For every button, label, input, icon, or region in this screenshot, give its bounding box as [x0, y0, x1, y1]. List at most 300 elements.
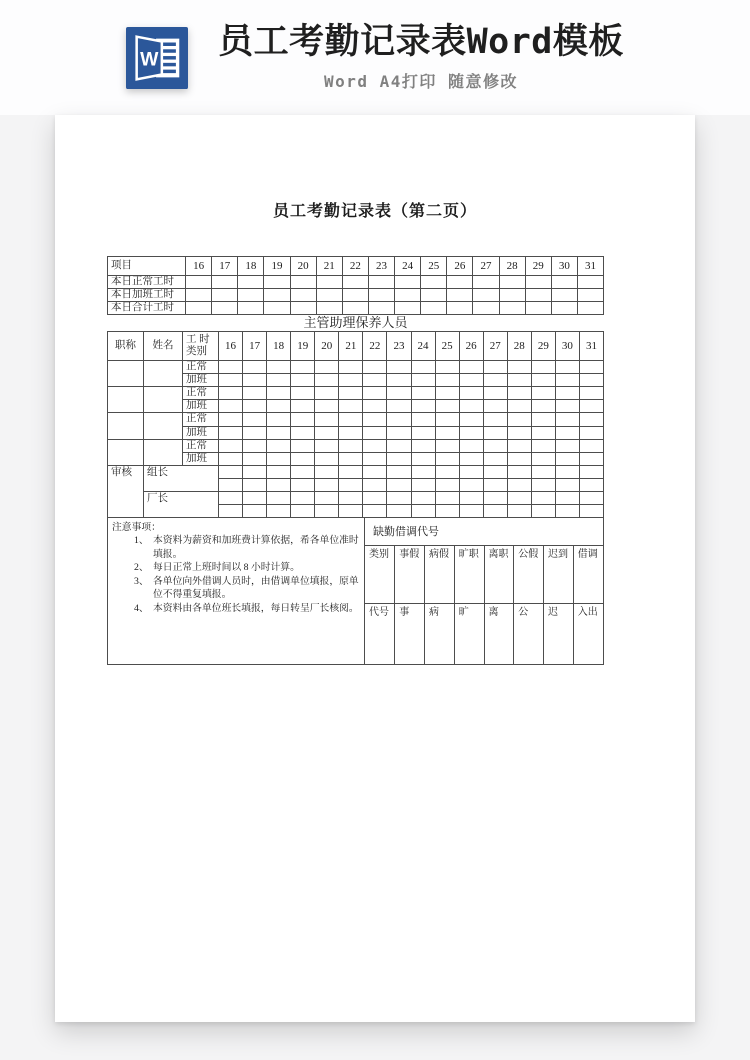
worktype-cell: 正常: [183, 413, 219, 426]
empty-day-cell: [483, 491, 507, 504]
empty-day-cell: [551, 302, 577, 315]
empty-day-cell: [291, 491, 315, 504]
empty-day-cell: [435, 478, 459, 491]
empty-day-cell: [219, 452, 243, 465]
empty-day-cell: [579, 478, 603, 491]
empty-day-cell: [291, 374, 315, 387]
empty-day-cell: [555, 361, 579, 374]
empty-day-cell: [339, 400, 363, 413]
empty-day-cell: [267, 400, 291, 413]
row-label: 本日加班工时: [108, 289, 186, 302]
empty-day-cell: [238, 302, 264, 315]
empty-day-cell: [531, 387, 555, 400]
empty-day-cell: [435, 465, 459, 478]
empty-day-cell: [363, 491, 387, 504]
daily-hours-table: [107, 256, 604, 315]
corner-label: 项目: [108, 257, 186, 276]
empty-day-cell: [483, 465, 507, 478]
empty-day-cell: [243, 439, 267, 452]
empty-day-cell: [507, 491, 531, 504]
empty-day-cell: [315, 387, 339, 400]
empty-day-cell: [459, 387, 483, 400]
day-header: 31: [577, 257, 603, 276]
empty-day-cell: [291, 478, 315, 491]
notes-cell: [108, 518, 364, 664]
empty-day-cell: [267, 361, 291, 374]
empty-day-cell: [363, 452, 387, 465]
empty-day-cell: [579, 426, 603, 439]
empty-day-cell: [459, 504, 483, 517]
empty-day-cell: [555, 478, 579, 491]
empty-day-cell: [316, 276, 342, 289]
empty-day-cell: [579, 361, 603, 374]
empty-day-cell: [555, 400, 579, 413]
empty-day-cell: [459, 413, 483, 426]
empty-day-cell: [411, 478, 435, 491]
empty-day-cell: [291, 361, 315, 374]
empty-day-cell: [435, 387, 459, 400]
empty-day-cell: [483, 374, 507, 387]
day-header: 25: [421, 257, 447, 276]
worktype-cell: 加班: [183, 374, 219, 387]
empty-day-cell: [316, 302, 342, 315]
empty-day-cell: [507, 361, 531, 374]
notes-title: 注意事项：: [112, 521, 161, 533]
code-cell: 离职: [484, 545, 514, 603]
day-header: 24: [411, 332, 435, 361]
code-cell: 代号: [365, 603, 395, 664]
empty-day-cell: [483, 361, 507, 374]
worktype-line2: 类别: [186, 346, 207, 358]
day-header: 22: [342, 257, 368, 276]
empty-day-cell: [421, 289, 447, 302]
empty-day-cell: [315, 491, 339, 504]
staff-name-cell: [144, 413, 183, 439]
empty-day-cell: [315, 439, 339, 452]
empty-day-cell: [219, 374, 243, 387]
empty-day-cell: [555, 504, 579, 517]
empty-day-cell: [411, 452, 435, 465]
table-row: [108, 361, 604, 374]
empty-day-cell: [243, 452, 267, 465]
empty-day-cell: [315, 374, 339, 387]
empty-day-cell: [219, 400, 243, 413]
empty-day-cell: [315, 504, 339, 517]
col-header-worktype: [183, 332, 219, 361]
empty-day-cell: [531, 491, 555, 504]
empty-day-cell: [555, 452, 579, 465]
empty-day-cell: [387, 374, 411, 387]
empty-day-cell: [459, 478, 483, 491]
empty-day-cell: [531, 452, 555, 465]
empty-day-cell: [339, 439, 363, 452]
empty-day-cell: [531, 413, 555, 426]
empty-day-cell: [315, 413, 339, 426]
empty-day-cell: [387, 387, 411, 400]
empty-day-cell: [579, 491, 603, 504]
empty-day-cell: [387, 478, 411, 491]
empty-day-cell: [316, 289, 342, 302]
table-row: [108, 257, 604, 276]
empty-day-cell: [507, 400, 531, 413]
empty-day-cell: [579, 413, 603, 426]
empty-day-cell: [291, 504, 315, 517]
empty-day-cell: [435, 374, 459, 387]
empty-day-cell: [531, 361, 555, 374]
empty-day-cell: [267, 387, 291, 400]
day-header: 29: [525, 257, 551, 276]
row-label: 本日合计工时: [108, 302, 186, 315]
empty-day-cell: [551, 276, 577, 289]
empty-day-cell: [459, 400, 483, 413]
empty-day-cell: [342, 302, 368, 315]
empty-day-cell: [363, 426, 387, 439]
empty-day-cell: [555, 426, 579, 439]
day-header: 19: [264, 257, 290, 276]
note-item: [134, 534, 360, 561]
empty-day-cell: [411, 491, 435, 504]
table-row: [365, 545, 603, 603]
empty-day-cell: [387, 491, 411, 504]
table-row: [365, 603, 603, 664]
note-number: 2、: [134, 562, 149, 574]
table-row: [108, 465, 604, 478]
empty-day-cell: [363, 478, 387, 491]
empty-day-cell: [579, 439, 603, 452]
empty-day-cell: [483, 400, 507, 413]
empty-day-cell: [577, 289, 603, 302]
empty-day-cell: [395, 276, 421, 289]
worktype-cell: 正常: [183, 361, 219, 374]
empty-day-cell: [219, 426, 243, 439]
empty-day-cell: [473, 302, 499, 315]
day-header: 23: [387, 332, 411, 361]
empty-day-cell: [579, 452, 603, 465]
empty-day-cell: [315, 478, 339, 491]
empty-day-cell: [577, 276, 603, 289]
day-header: 21: [339, 332, 363, 361]
empty-day-cell: [499, 289, 525, 302]
table-row: [108, 289, 604, 302]
empty-day-cell: [315, 452, 339, 465]
empty-day-cell: [459, 452, 483, 465]
day-header: 30: [551, 257, 577, 276]
empty-day-cell: [267, 374, 291, 387]
note-text: 每日正常上班时间以 8 小时计算。: [153, 562, 300, 574]
empty-day-cell: [186, 276, 212, 289]
empty-day-cell: [363, 387, 387, 400]
empty-day-cell: [579, 400, 603, 413]
site-banner: [0, 0, 750, 115]
code-cell: 入出: [573, 603, 603, 664]
empty-day-cell: [267, 504, 291, 517]
audit-role-cell: 组长: [144, 465, 219, 491]
code-cell: 旷: [454, 603, 484, 664]
code-cell: 类别: [365, 545, 395, 603]
empty-day-cell: [531, 439, 555, 452]
empty-day-cell: [447, 302, 473, 315]
banner-title: 员工考勤记录表Word模板: [218, 22, 624, 63]
empty-day-cell: [339, 465, 363, 478]
staff-name-cell: [144, 387, 183, 413]
bottom-section: [107, 517, 604, 665]
empty-day-cell: [447, 289, 473, 302]
empty-day-cell: [243, 374, 267, 387]
empty-day-cell: [531, 465, 555, 478]
empty-day-cell: [186, 302, 212, 315]
empty-day-cell: [212, 289, 238, 302]
note-item: [134, 575, 360, 602]
empty-day-cell: [219, 491, 243, 504]
day-header: 29: [531, 332, 555, 361]
empty-day-cell: [435, 361, 459, 374]
day-header: 16: [219, 332, 243, 361]
empty-day-cell: [411, 361, 435, 374]
empty-day-cell: [339, 374, 363, 387]
empty-day-cell: [411, 413, 435, 426]
empty-day-cell: [387, 465, 411, 478]
empty-day-cell: [267, 465, 291, 478]
empty-day-cell: [291, 452, 315, 465]
word-logo-letter: W: [140, 47, 159, 70]
empty-day-cell: [339, 452, 363, 465]
empty-day-cell: [339, 387, 363, 400]
empty-day-cell: [555, 413, 579, 426]
code-cell: 迟到: [544, 545, 574, 603]
empty-day-cell: [290, 302, 316, 315]
empty-day-cell: [363, 400, 387, 413]
absence-codes-table: [365, 545, 603, 664]
empty-day-cell: [459, 439, 483, 452]
empty-day-cell: [186, 289, 212, 302]
banner-text: [218, 23, 624, 92]
empty-day-cell: [507, 374, 531, 387]
worktype-line1: 工 时: [186, 334, 210, 346]
table-row: [108, 332, 604, 361]
empty-day-cell: [264, 302, 290, 315]
day-header: 17: [212, 257, 238, 276]
empty-day-cell: [291, 426, 315, 439]
empty-day-cell: [219, 361, 243, 374]
empty-day-cell: [579, 387, 603, 400]
empty-day-cell: [267, 478, 291, 491]
day-header: 23: [368, 257, 394, 276]
empty-day-cell: [447, 276, 473, 289]
staff-attendance-table: [107, 331, 604, 518]
section-caption: 主管助理保养人员: [303, 315, 408, 331]
empty-day-cell: [551, 289, 577, 302]
empty-day-cell: [531, 426, 555, 439]
table-row: [108, 276, 604, 289]
worktype-cell: 正常: [183, 439, 219, 452]
row-label: 本日正常工时: [108, 276, 186, 289]
empty-day-cell: [411, 504, 435, 517]
note-number: 1、: [134, 535, 149, 547]
empty-day-cell: [435, 426, 459, 439]
empty-day-cell: [363, 374, 387, 387]
empty-day-cell: [459, 491, 483, 504]
empty-day-cell: [387, 426, 411, 439]
empty-day-cell: [368, 302, 394, 315]
staff-title-cell: [108, 361, 144, 387]
empty-day-cell: [555, 439, 579, 452]
empty-day-cell: [499, 302, 525, 315]
empty-day-cell: [387, 400, 411, 413]
day-header: 30: [555, 332, 579, 361]
empty-day-cell: [411, 465, 435, 478]
empty-day-cell: [243, 504, 267, 517]
day-header: 26: [459, 332, 483, 361]
staff-title-cell: [108, 387, 144, 413]
code-cell: 旷职: [454, 545, 484, 603]
day-header: 31: [579, 332, 603, 361]
day-header: 24: [395, 257, 421, 276]
day-header: 28: [507, 332, 531, 361]
code-cell: 借调: [573, 545, 603, 603]
banner-subtitle: Word A4打印 随意修改: [323, 71, 519, 91]
empty-day-cell: [243, 387, 267, 400]
worktype-cell: 加班: [183, 400, 219, 413]
empty-day-cell: [555, 387, 579, 400]
empty-day-cell: [579, 504, 603, 517]
empty-day-cell: [363, 413, 387, 426]
audit-label-cell: 审核: [108, 465, 144, 517]
table-row: [108, 302, 604, 315]
day-header: 18: [267, 332, 291, 361]
empty-day-cell: [387, 439, 411, 452]
empty-day-cell: [291, 413, 315, 426]
table-row: [108, 413, 604, 426]
empty-day-cell: [507, 465, 531, 478]
empty-day-cell: [411, 400, 435, 413]
empty-day-cell: [339, 478, 363, 491]
table-row: [108, 387, 604, 400]
empty-day-cell: [411, 387, 435, 400]
empty-day-cell: [243, 400, 267, 413]
empty-day-cell: [315, 465, 339, 478]
table-row: [108, 439, 604, 452]
empty-day-cell: [219, 439, 243, 452]
empty-day-cell: [387, 361, 411, 374]
empty-day-cell: [243, 361, 267, 374]
empty-day-cell: [531, 478, 555, 491]
empty-day-cell: [267, 413, 291, 426]
empty-day-cell: [411, 439, 435, 452]
empty-day-cell: [387, 452, 411, 465]
empty-day-cell: [483, 478, 507, 491]
empty-day-cell: [243, 413, 267, 426]
absence-codes-title: 缺勤借调代号: [373, 525, 439, 538]
empty-day-cell: [315, 361, 339, 374]
empty-day-cell: [315, 400, 339, 413]
empty-day-cell: [411, 374, 435, 387]
empty-day-cell: [435, 452, 459, 465]
empty-day-cell: [387, 413, 411, 426]
empty-day-cell: [395, 289, 421, 302]
empty-day-cell: [507, 413, 531, 426]
staff-title-cell: [108, 413, 144, 439]
empty-day-cell: [579, 374, 603, 387]
empty-day-cell: [264, 289, 290, 302]
empty-day-cell: [507, 452, 531, 465]
empty-day-cell: [238, 276, 264, 289]
empty-day-cell: [525, 276, 551, 289]
empty-day-cell: [473, 276, 499, 289]
empty-day-cell: [291, 465, 315, 478]
empty-day-cell: [531, 504, 555, 517]
empty-day-cell: [555, 374, 579, 387]
code-cell: 离: [484, 603, 514, 664]
empty-day-cell: [243, 426, 267, 439]
empty-day-cell: [291, 400, 315, 413]
empty-day-cell: [315, 426, 339, 439]
empty-day-cell: [483, 413, 507, 426]
empty-day-cell: [212, 302, 238, 315]
empty-day-cell: [339, 491, 363, 504]
empty-day-cell: [531, 374, 555, 387]
empty-day-cell: [459, 374, 483, 387]
col-header-name: 姓名: [144, 332, 183, 361]
empty-day-cell: [507, 478, 531, 491]
empty-day-cell: [525, 302, 551, 315]
empty-day-cell: [342, 289, 368, 302]
empty-day-cell: [339, 413, 363, 426]
day-header: 18: [238, 257, 264, 276]
empty-day-cell: [219, 504, 243, 517]
empty-day-cell: [395, 302, 421, 315]
empty-day-cell: [507, 426, 531, 439]
note-item: [134, 561, 360, 575]
empty-day-cell: [483, 452, 507, 465]
empty-day-cell: [219, 413, 243, 426]
empty-day-cell: [459, 465, 483, 478]
absence-codes-cell: [364, 518, 603, 664]
empty-day-cell: [363, 504, 387, 517]
day-header: 21: [316, 257, 342, 276]
empty-day-cell: [291, 439, 315, 452]
empty-day-cell: [459, 426, 483, 439]
table-row: [108, 452, 604, 465]
empty-day-cell: [243, 478, 267, 491]
empty-day-cell: [368, 289, 394, 302]
empty-day-cell: [555, 465, 579, 478]
empty-day-cell: [579, 465, 603, 478]
empty-day-cell: [339, 504, 363, 517]
day-header: 27: [483, 332, 507, 361]
note-text: 本资料为薪资和加班费计算依据，希各单位准时填报。: [153, 535, 359, 560]
day-header: 26: [447, 257, 473, 276]
staff-name-cell: [144, 439, 183, 465]
day-header: 20: [315, 332, 339, 361]
empty-day-cell: [435, 439, 459, 452]
table-row: [108, 374, 604, 387]
empty-day-cell: [363, 465, 387, 478]
code-cell: 公: [514, 603, 544, 664]
empty-day-cell: [483, 439, 507, 452]
empty-day-cell: [577, 302, 603, 315]
col-header-title: 职称: [108, 332, 144, 361]
empty-day-cell: [264, 276, 290, 289]
note-text: 本资料由各单位班长填报，每日转呈厂长核阅。: [153, 602, 359, 614]
document-title: 员工考勤记录表（第二页）: [272, 203, 477, 220]
code-cell: 事: [395, 603, 425, 664]
empty-day-cell: [421, 302, 447, 315]
empty-day-cell: [363, 439, 387, 452]
empty-day-cell: [483, 504, 507, 517]
day-header: 19: [291, 332, 315, 361]
empty-day-cell: [342, 276, 368, 289]
empty-day-cell: [507, 439, 531, 452]
